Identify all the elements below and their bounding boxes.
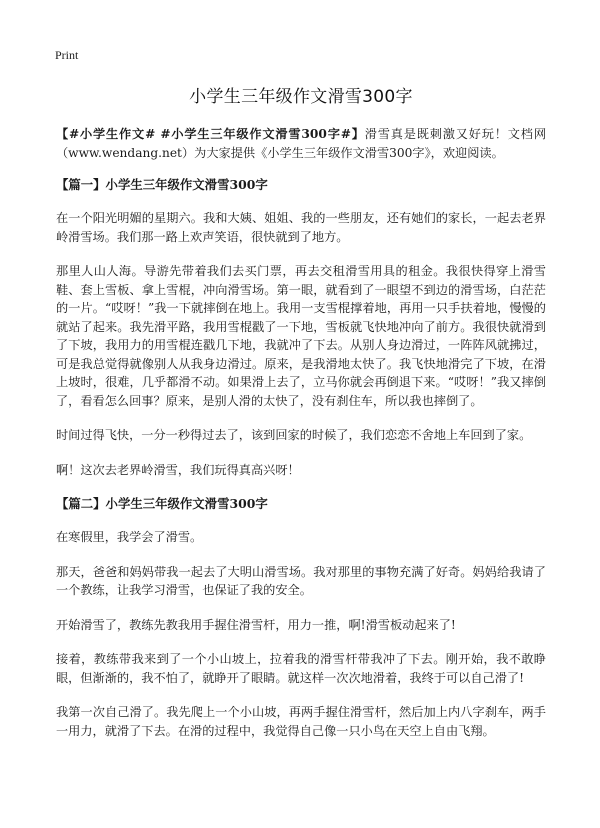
- section-2-paragraph: 那天，爸爸和妈妈带我一起去了大明山滑雪场。我对那里的事物充满了好奇。妈妈给我请了一个教练，让我学习滑雪，也保证了我的安全。: [56, 564, 546, 597]
- page-title: 小学生三年级作文滑雪300字: [189, 87, 413, 107]
- intro-text: 滑雪真是既刺激又好玩！文档网（www.wendang.net）为大家提供《小学生三年级作文滑雪300字》，欢迎阅读。: [56, 127, 547, 160]
- print-link[interactable]: Print: [55, 48, 79, 62]
- section-2-paragraph: 我第一次自己滑了。我先爬上一个小山坡，再两手握住滑雪杆，然后加上内八字刹车，两手一用力，就滑了下去。在滑的过程中，我觉得自己像一只小鸟在天空上自由飞翔。: [56, 705, 546, 738]
- section-1-paragraph: 啊！这次去老界岭滑雪，我们玩得真高兴呀！: [56, 462, 300, 477]
- section-2-paragraph: 接着，教练带我来到了一个小山坡上，拉着我的滑雪杆带我冲了下去。刚开始，我不敢睁眼，但渐渐的，我不怕了，就睁开了眼睛。就这样一次次地滑着，我终于可以自己滑了!: [56, 652, 546, 685]
- intro-paragraph: [56, 125, 546, 162]
- section-1-paragraph: 在一个阳光明媚的星期六。我和大姨、姐姐、我的一些朋友，还有她们的家长，一起去老界岭滑雪场。我们那一路上欢声笑语，很快就到了地方。: [56, 211, 546, 244]
- section-1-paragraph: 时间过得飞快，一分一秒得过去了，该到回家的时候了，我们恋恋不舍地上车回到了家。: [56, 428, 532, 442]
- intro-tags: 【#小学生作文# #小学生三年级作文滑雪300字#】: [56, 127, 365, 141]
- section-2-paragraph: 在寒假里，我学会了滑雪。: [56, 530, 203, 544]
- section-heading-2: 【篇二】小学生三年级作文滑雪300字: [56, 496, 268, 511]
- section-1-paragraph: 那里人山人海。导游先带着我们去买门票，再去交租滑雪用具的租金。我很快得穿上滑雪鞋、套上雪板、拿上雪棍，冲向滑雪场。第一眼，就看到了一眼望不到边的滑雪场，白茫茫的一片。“哎呀！”我一下就摔倒在地上。我用一支雪棍撑着地，再用一只手扶着地，慢慢的就站了起来。我先滑平路，我用雪棍戳了一下地，雪板就飞快地冲向了前方。我很快就滑到了下坡，我用力的用雪棍连戳几下地，我就冲了下去。从别人身边滑过，一阵阵风就拂过，可是我总觉得就像别人从我身边滑过。原来，是我滑地太快了。我飞快地滑完了下坡，在滑上坡时，很难，几乎都滑不动。如果滑上去了，立马你就会再倒退下来。“哎呀！”我又摔倒了，看看怎么回事？原来，是别人滑的太快了，没有刹住车，所以我也摔倒了。: [56, 264, 546, 408]
- section-2-paragraph: 开始滑雪了，教练先教我用手握住滑雪杆，用力一推，啊!滑雪板动起来了!: [56, 617, 456, 632]
- section-heading-1: 【篇一】小学生三年级作文滑雪300字: [56, 177, 268, 192]
